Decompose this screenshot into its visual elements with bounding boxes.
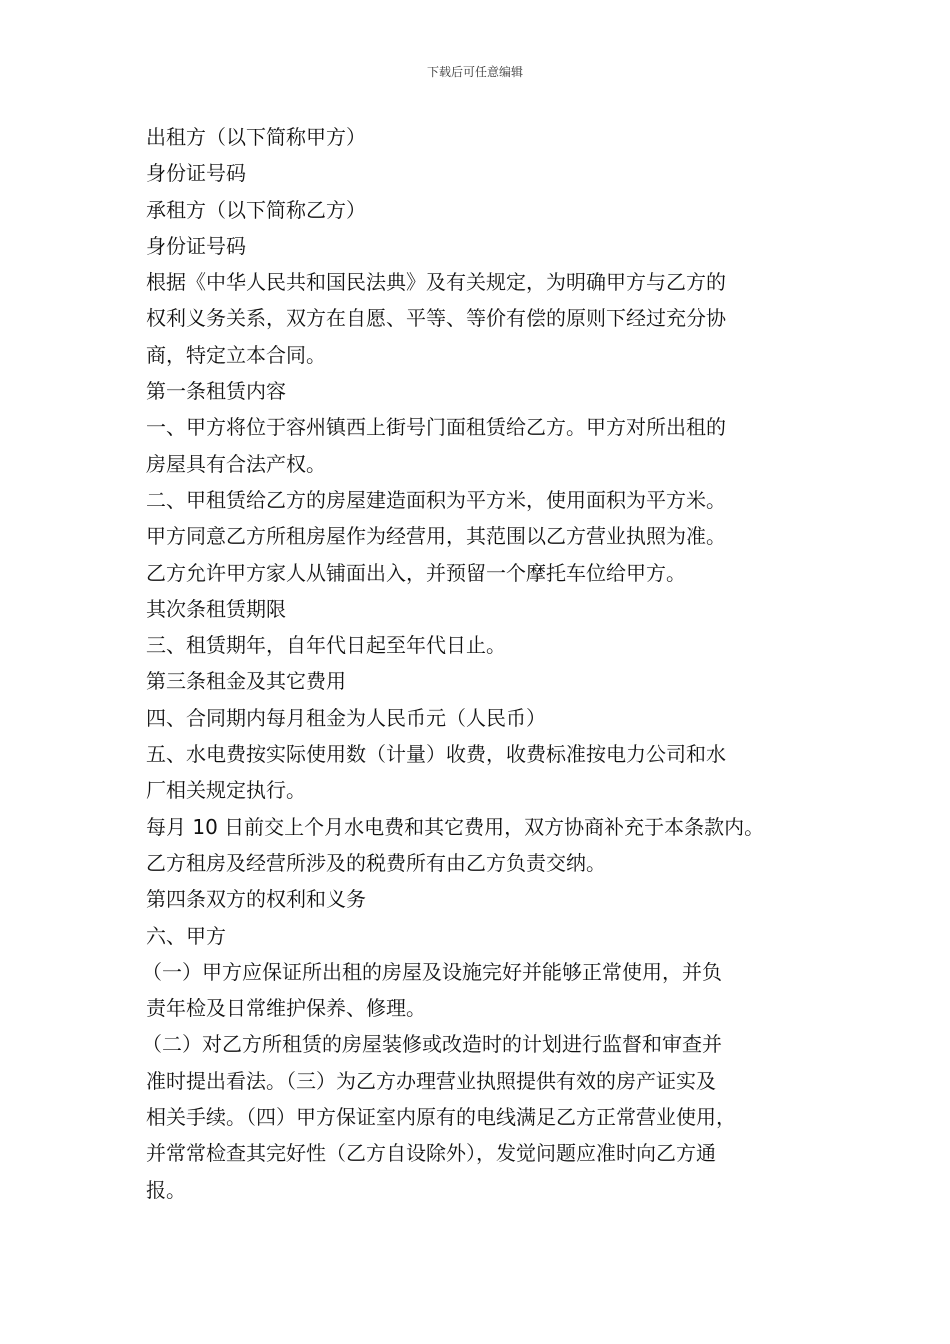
sub-clause-1-line-2: 责年检及日常维护保养、修理。 (146, 996, 426, 1021)
line-lessee: 承租方（以下简称乙方） (146, 197, 366, 222)
clause-2-line-3: 乙方允许甲方家人从铺面出入，并预留一个摩托车位给甲方。 (146, 560, 686, 585)
sub-clause-4-line-2: 报。 (146, 1177, 186, 1202)
sub-clause-1-line-1: （一）甲方应保证所出租的房屋及设施完好并能够正常使用，并负 (142, 959, 722, 984)
line-preamble-2: 权利义务关系，双方在自愿、平等、等价有偿的原则下经过充分协 (146, 306, 726, 331)
document-body (142, 119, 816, 1208)
clause-1-line-2: 房屋具有合法产权。 (146, 451, 326, 476)
article-1-heading: 第一条租赁内容 (146, 379, 286, 404)
line-lessee-id: 身份证号码 (146, 233, 246, 258)
line-preamble-1: 根据《中华人民共和国民法典》及有关规定，为明确甲方与乙方的 (146, 270, 726, 295)
article-3-heading: 第三条租金及其它费用 (146, 669, 346, 694)
line-preamble-3: 商，特定立本合同。 (146, 342, 326, 367)
clause-6-heading: 六、甲方 (146, 923, 226, 948)
sub-clause-4-line-1: 并常常检查其完好性（乙方自设除外），发觉问题应准时向乙方通 (146, 1141, 716, 1166)
clause-2-line-1: 二、甲租赁给乙方的房屋建造面积为平方米，使用面积为平方米。 (146, 487, 726, 512)
line-lessor-id: 身份证号码 (146, 161, 246, 186)
sub-clause-2-line-1: （二）对乙方所租赁的房屋装修或改造时的计划进行监督和审查并 (142, 1032, 722, 1057)
sub-clause-2-line-2: 准时提出看法。（三）为乙方办理营业执照提供有效的房产证实及 (146, 1068, 716, 1093)
clause-5-line-1: 五、水电费按实际使用数（计量）收费，收费标准按电力公司和水 (146, 742, 726, 767)
page-header-note: 下载后可任意编辑 (426, 65, 523, 79)
clause-3-line-1: 三、租赁期年，自年代日起至年代日止。 (146, 633, 506, 658)
article-4-heading: 第四条双方的权利和义务 (146, 887, 366, 912)
clause-1-line-1: 一、甲方将位于容州镇西上街号门面租赁给乙方。甲方对所出租的 (146, 415, 726, 440)
tax-line: 乙方租房及经营所涉及的税费所有由乙方负责交纳。 (146, 850, 606, 875)
line-lessor: 出租方（以下简称甲方） (146, 125, 366, 149)
utility-payment-line: 每月 10 日前交上个月水电费和其它费用，双方协商补充于本条款内。 (146, 814, 765, 839)
clause-4-line-1: 四、合同期内每月租金为人民币元（人民币） (146, 705, 546, 730)
sub-clause-3-line: 相关手续。（四）甲方保证室内原有的电线满足乙方正常营业使用， (146, 1105, 736, 1130)
clause-5-line-2: 厂相关规定执行。 (146, 778, 306, 803)
clause-2-line-2: 甲方同意乙方所租房屋作为经营用，其范围以乙方营业执照为准。 (146, 524, 726, 549)
article-2-heading: 其次条租赁期限 (146, 596, 286, 621)
